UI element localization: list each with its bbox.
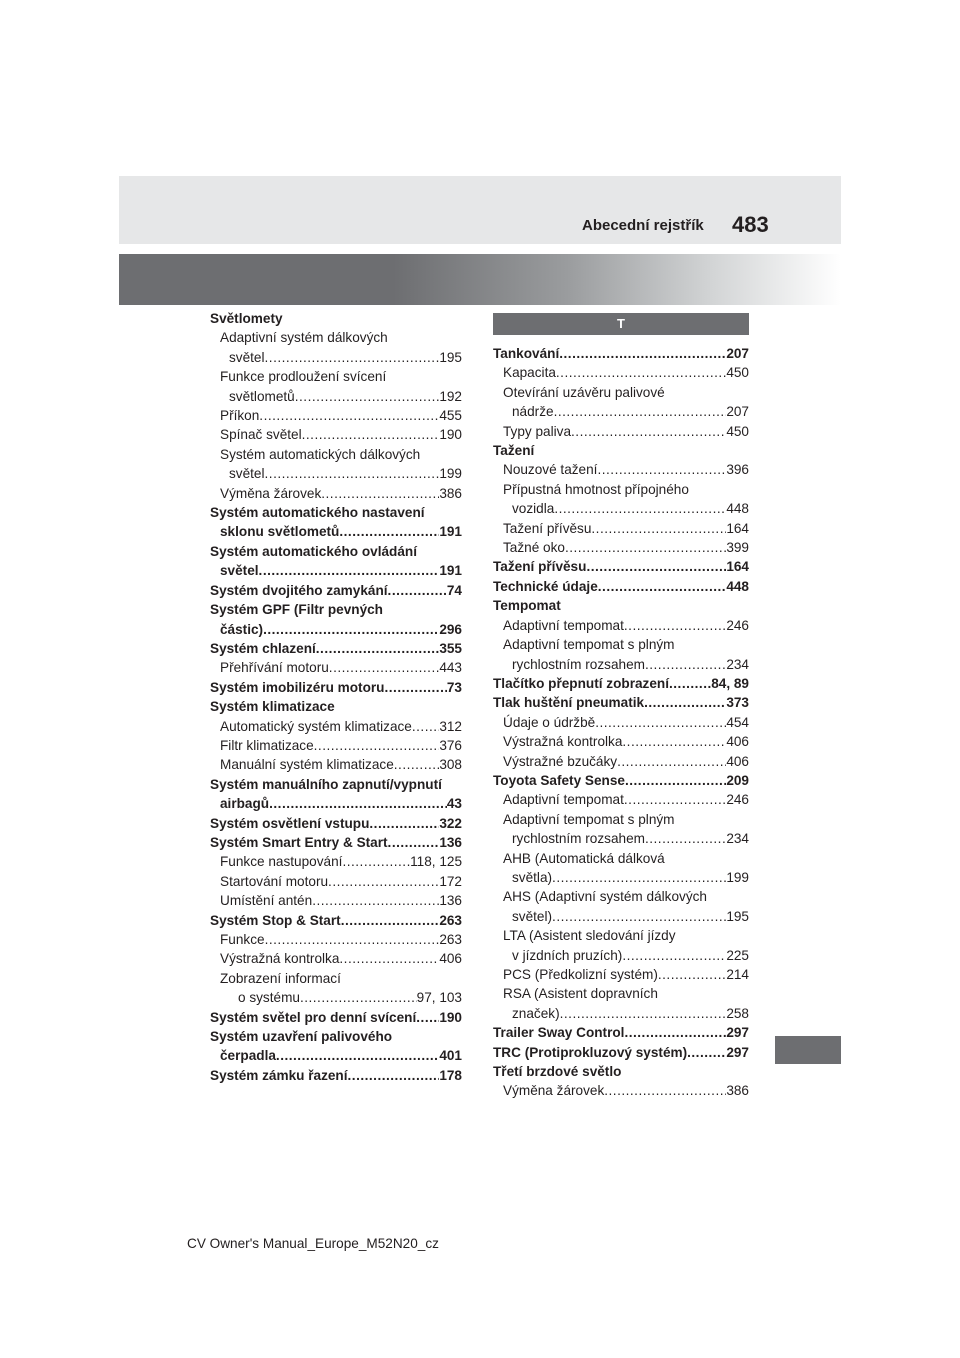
entry-term: Technické údaje (493, 578, 598, 594)
index-entry (210, 911, 462, 930)
index-heading (210, 542, 462, 561)
page-reference: 448 (726, 501, 749, 517)
entry-term: Systém chlazení (210, 640, 316, 656)
entry-term: Systém automatických dálkových (220, 446, 421, 462)
index-entry (210, 988, 462, 1007)
entry-term: Funkce (220, 932, 265, 947)
page-reference: 450 (726, 423, 749, 439)
index-entry (493, 557, 749, 576)
page-reference: 396 (726, 462, 749, 478)
index-entry (210, 678, 462, 697)
index-heading (210, 775, 462, 794)
dot-leader (624, 790, 726, 809)
dot-leader (658, 965, 726, 984)
page-reference: 164 (726, 559, 749, 575)
index-entry (210, 348, 462, 367)
index-entry (493, 1043, 749, 1062)
page-reference: 74 (446, 582, 462, 598)
index-entry (210, 1066, 462, 1085)
index-heading (493, 810, 749, 829)
entry-term: TRC (Protiprokluzový systém) (493, 1044, 688, 1060)
page-reference: 406 (726, 734, 749, 750)
page-reference: 190 (439, 1009, 462, 1025)
dot-leader (341, 911, 440, 930)
index-heading (493, 383, 749, 402)
section-side-tab (775, 1036, 841, 1064)
index-entries-right (493, 344, 749, 1101)
page-reference: 246 (726, 792, 749, 808)
entry-term: Adaptivní tempomat (503, 617, 624, 633)
index-entry (493, 829, 749, 848)
dot-leader (265, 464, 440, 483)
dot-leader (314, 736, 440, 755)
dot-leader (591, 519, 726, 538)
dot-leader (644, 693, 726, 712)
index-entry (210, 1008, 462, 1027)
entry-term: Automatický systém klimatizace (220, 718, 412, 734)
entry-term: nádrže (512, 404, 554, 420)
index-entry (493, 538, 749, 557)
entry-term: Trailer Sway Control (493, 1025, 625, 1041)
index-column-right (493, 313, 749, 1101)
index-entry (210, 464, 462, 483)
entry-term: Příkon (220, 408, 260, 424)
index-entry (493, 363, 749, 382)
page-reference: 399 (726, 540, 749, 556)
page-reference: 207 (726, 404, 749, 420)
index-entry (493, 732, 749, 751)
entry-term: Přehřívání motoru (220, 660, 329, 676)
page-reference: 355 (439, 640, 462, 656)
entry-term: Výstražná kontrolka (503, 734, 623, 750)
page-reference: 97, 103 (416, 990, 462, 1006)
index-entry (493, 790, 749, 809)
entry-term: Systém manuálního zapnutí/vypnutí (210, 776, 442, 792)
entry-term: Výstražné bzučáky (503, 753, 618, 769)
entry-term: Tažení přívěsu (493, 559, 587, 575)
entry-term: světel (229, 349, 265, 365)
index-entry (493, 655, 749, 674)
page-reference: 136 (439, 893, 462, 909)
index-entry (210, 658, 462, 677)
entry-term: AHB (Automatická dálková (503, 850, 665, 866)
dot-leader (645, 829, 726, 848)
entry-term: Tlak huštění pneumatik (493, 695, 645, 711)
dot-leader (624, 1023, 726, 1042)
dot-leader (394, 755, 440, 774)
index-entry (493, 402, 749, 421)
index-entry (210, 620, 462, 639)
page-reference: 192 (439, 388, 462, 404)
page-reference: 136 (439, 834, 462, 850)
index-entry (210, 406, 462, 425)
entry-term: rychlostním rozsahem (512, 656, 645, 672)
entry-term: RSA (Asistent dopravních (503, 986, 658, 1002)
dot-leader (312, 891, 439, 910)
dot-leader (617, 752, 726, 771)
page-reference: 199 (726, 869, 749, 885)
index-heading (210, 328, 462, 347)
page-reference: 454 (726, 714, 749, 730)
index-entry (493, 422, 749, 441)
dot-leader (329, 658, 440, 677)
dot-leader (624, 616, 726, 635)
entry-term: světlometů (229, 388, 295, 404)
page-reference: 401 (439, 1048, 462, 1064)
index-heading (493, 1062, 749, 1081)
page-reference: 207 (726, 346, 749, 361)
index-entry (493, 499, 749, 518)
entry-term: PCS (Předkolizní systém) (503, 967, 658, 982)
dot-leader (598, 577, 727, 596)
page-reference: 406 (726, 753, 749, 769)
index-entry (210, 387, 462, 406)
index-entry (493, 674, 749, 693)
dot-leader (416, 1008, 439, 1027)
entry-term: vozidla (512, 501, 555, 517)
footer-manual-code: CV Owner's Manual_Europe_M52N20_cz (187, 1236, 439, 1251)
decorative-gradient-band (119, 254, 841, 305)
dot-leader (645, 655, 726, 674)
dot-leader (259, 406, 439, 425)
index-entry (210, 794, 462, 813)
index-entry (210, 814, 462, 833)
entry-term: AHS (Adaptivní systém dálkových (503, 889, 707, 905)
entry-term: Nouzové tažení (503, 462, 598, 478)
entry-term: Výměna žárovek (220, 485, 322, 501)
index-entry (210, 581, 462, 600)
index-entry (210, 717, 462, 736)
entry-term: Adaptivní tempomat s plným (503, 637, 675, 653)
index-heading (493, 887, 749, 906)
page-reference: 195 (439, 349, 462, 365)
index-heading (493, 596, 749, 615)
dot-leader (316, 639, 440, 658)
index-entry (493, 1023, 749, 1042)
entry-term: LTA (Asistent sledování jízdy (503, 928, 676, 944)
page-reference: 246 (726, 617, 749, 633)
entry-term: značek) (512, 1005, 560, 1021)
dot-leader (384, 678, 446, 697)
page-reference: 214 (726, 967, 749, 982)
dot-leader (300, 988, 417, 1007)
entry-term: Spínač světel (220, 427, 302, 443)
index-entry (210, 425, 462, 444)
entry-term: Systém zámku řazení (210, 1067, 348, 1083)
dot-leader (552, 907, 726, 926)
entry-term: v jízdních pruzích) (512, 947, 623, 963)
page-reference: 263 (439, 912, 462, 928)
entry-term: Otevírání uzávěru palivové (503, 384, 665, 400)
page-reference: 164 (726, 520, 749, 536)
entry-term: Systém klimatizace (210, 699, 335, 715)
section-title: Abecední rejstřík (582, 217, 704, 234)
index-entry (493, 519, 749, 538)
page-reference: 386 (726, 1083, 749, 1099)
entry-term: Systém dvojitého zamykání (210, 582, 388, 598)
entry-term: Adaptivní tempomat s plným (503, 811, 675, 827)
index-entry (210, 561, 462, 580)
index-entry (493, 713, 749, 732)
entry-term: o systému (238, 990, 300, 1006)
page-reference: 373 (726, 695, 749, 711)
page-reference: 195 (726, 908, 749, 924)
entry-term: Adaptivní tempomat (503, 792, 624, 808)
entry-term: Tlačítko přepnutí zobrazení (493, 675, 669, 691)
dot-leader (412, 717, 439, 736)
entry-term: Údaje o údržbě (503, 714, 596, 730)
index-entry (210, 872, 462, 891)
dot-leader (622, 732, 726, 751)
dot-leader (597, 460, 726, 479)
index-entry (493, 577, 749, 596)
entry-term: Tankování (493, 346, 560, 361)
dot-leader (554, 402, 727, 421)
page-reference: 450 (726, 365, 749, 381)
entry-term: světel (220, 563, 259, 579)
entry-term: Typy paliva (503, 423, 572, 439)
index-entry (210, 1046, 462, 1065)
entry-term: Výstražná kontrolka (220, 951, 340, 967)
page-reference: 191 (439, 563, 462, 579)
page-reference: 308 (439, 757, 462, 773)
page-reference: 118, 125 (410, 854, 462, 870)
page-reference: 297 (726, 1025, 749, 1041)
entry-term: Systém automatického ovládání (210, 543, 417, 559)
page-reference: 263 (439, 932, 462, 947)
dot-leader (276, 1046, 439, 1065)
page-reference: 178 (439, 1067, 462, 1083)
entry-term: Přípustná hmotnost přípojného (503, 481, 689, 497)
index-heading (493, 984, 749, 1003)
page-reference: 258 (726, 1005, 749, 1021)
dot-leader (295, 387, 440, 406)
dot-leader (265, 348, 440, 367)
index-heading (493, 635, 749, 654)
page-reference: 455 (439, 408, 462, 424)
index-column-left (210, 309, 462, 1085)
entry-term: Umístění antén (220, 893, 313, 909)
page-reference: 386 (439, 485, 462, 501)
index-entry (210, 522, 462, 541)
entry-term: Tažné oko (503, 540, 565, 556)
dot-leader (625, 771, 726, 790)
index-heading (210, 600, 462, 619)
entry-term: Systém Stop & Start (210, 912, 341, 928)
dot-leader (259, 561, 440, 580)
page-reference: 190 (439, 427, 462, 443)
page-reference: 172 (439, 873, 462, 889)
page-reference: 296 (439, 621, 462, 637)
dot-leader (388, 581, 447, 600)
dot-leader (339, 949, 439, 968)
index-entry (493, 965, 749, 984)
index-entry (210, 755, 462, 774)
entry-term: Adaptivní systém dálkových (220, 330, 388, 346)
index-entry (493, 460, 749, 479)
index-entry (210, 736, 462, 755)
index-entry (493, 946, 749, 965)
dot-leader (348, 1066, 440, 1085)
dot-leader (669, 674, 711, 693)
index-entry (493, 771, 749, 790)
dot-leader (369, 814, 439, 833)
index-entry (210, 949, 462, 968)
index-entry (493, 344, 749, 363)
entry-term: Světlomety (210, 311, 283, 326)
dot-leader (556, 363, 726, 382)
entry-term: světel) (512, 908, 553, 924)
dot-leader (388, 833, 440, 852)
index-entry (210, 484, 462, 503)
index-entry (493, 693, 749, 712)
dot-leader (321, 484, 439, 503)
entry-term: Tempomat (493, 598, 561, 614)
dot-leader (265, 930, 440, 949)
index-heading (493, 480, 749, 499)
page-reference: 297 (726, 1044, 749, 1060)
page-reference: 199 (439, 466, 462, 482)
entry-term: Třetí brzdové světlo (493, 1064, 622, 1080)
index-entry (493, 907, 749, 926)
page-reference: 443 (439, 660, 462, 676)
entry-term: světel (229, 466, 265, 482)
page-reference: 209 (726, 772, 749, 788)
page-reference: 322 (439, 815, 462, 831)
index-heading (210, 697, 462, 716)
page-reference: 191 (439, 524, 462, 540)
entry-term: rychlostním rozsahem (512, 831, 645, 847)
index-heading (210, 309, 462, 328)
entry-term: sklonu světlometů (220, 524, 340, 540)
entry-term: Funkce nastupování (220, 854, 343, 870)
page-reference: 376 (439, 737, 462, 753)
dot-leader (565, 538, 726, 557)
dot-leader (595, 713, 726, 732)
entry-term: Kapacita (503, 365, 556, 381)
dot-leader (263, 620, 439, 639)
dot-leader (622, 946, 726, 965)
index-heading (493, 926, 749, 945)
entry-term: Tažení přívěsu (503, 520, 592, 536)
entry-term: světla) (512, 869, 553, 885)
entry-term: Výměna žárovek (503, 1083, 605, 1099)
entry-term: Systém světel pro denní svícení (210, 1009, 417, 1025)
dot-leader (559, 344, 726, 363)
entry-term: Systém imobilizéru motoru (210, 679, 385, 695)
entry-term: Filtr klimatizace (220, 737, 314, 753)
index-entry (210, 891, 462, 910)
entry-term: Systém automatického nastavení (210, 505, 425, 521)
dot-leader (586, 557, 726, 576)
entry-term: Systém Smart Entry & Start (210, 834, 388, 850)
index-entry (210, 852, 462, 871)
dot-leader (302, 425, 440, 444)
page-reference: 73 (446, 679, 462, 695)
index-heading (210, 445, 462, 464)
index-entry (493, 1081, 749, 1100)
dot-leader (554, 499, 726, 518)
dot-leader (342, 852, 410, 871)
entry-term: Tažení (493, 443, 535, 459)
index-heading (493, 441, 749, 460)
entry-term: Zobrazení informací (220, 970, 341, 986)
page-reference: 234 (726, 831, 749, 847)
entry-term: Systém GPF (Filtr pevných (210, 602, 383, 618)
page-reference: 234 (726, 656, 749, 672)
index-heading (210, 1027, 462, 1046)
index-entry (210, 930, 462, 949)
page-number: 483 (732, 212, 769, 237)
page-reference: 312 (439, 718, 462, 734)
entry-term: Manuální systém klimatizace (220, 757, 394, 773)
entry-term: Funkce prodloužení svícení (220, 369, 387, 385)
index-entry (493, 616, 749, 635)
dot-leader (269, 794, 447, 813)
entry-term: čerpadla (220, 1048, 276, 1064)
index-heading (210, 503, 462, 522)
entry-term: Systém osvětlení vstupu (210, 815, 370, 831)
dot-leader (571, 422, 726, 441)
index-entry (493, 752, 749, 771)
entry-term: Startování motoru (220, 873, 329, 889)
dot-leader (604, 1081, 726, 1100)
entry-term: Toyota Safety Sense (493, 772, 625, 788)
index-entry (493, 868, 749, 887)
dot-leader (339, 522, 439, 541)
dot-leader (560, 1004, 727, 1023)
entry-term: částic) (220, 621, 264, 637)
index-entry (210, 639, 462, 658)
page-reference: 84, 89 (711, 675, 749, 691)
dot-leader (552, 868, 726, 887)
letter-header: T (493, 313, 749, 335)
index-heading (493, 849, 749, 868)
page-reference: 225 (726, 947, 749, 963)
index-entry (210, 833, 462, 852)
page-reference: 43 (446, 796, 462, 812)
index-heading (210, 367, 462, 386)
page-reference: 448 (726, 578, 749, 594)
entry-term: airbagů (220, 796, 270, 812)
index-entry (493, 1004, 749, 1023)
page-reference: 406 (439, 951, 462, 967)
dot-leader (687, 1043, 726, 1062)
entry-term: Systém uzavření palivového (210, 1029, 393, 1045)
dot-leader (328, 872, 439, 891)
index-heading (210, 969, 462, 988)
